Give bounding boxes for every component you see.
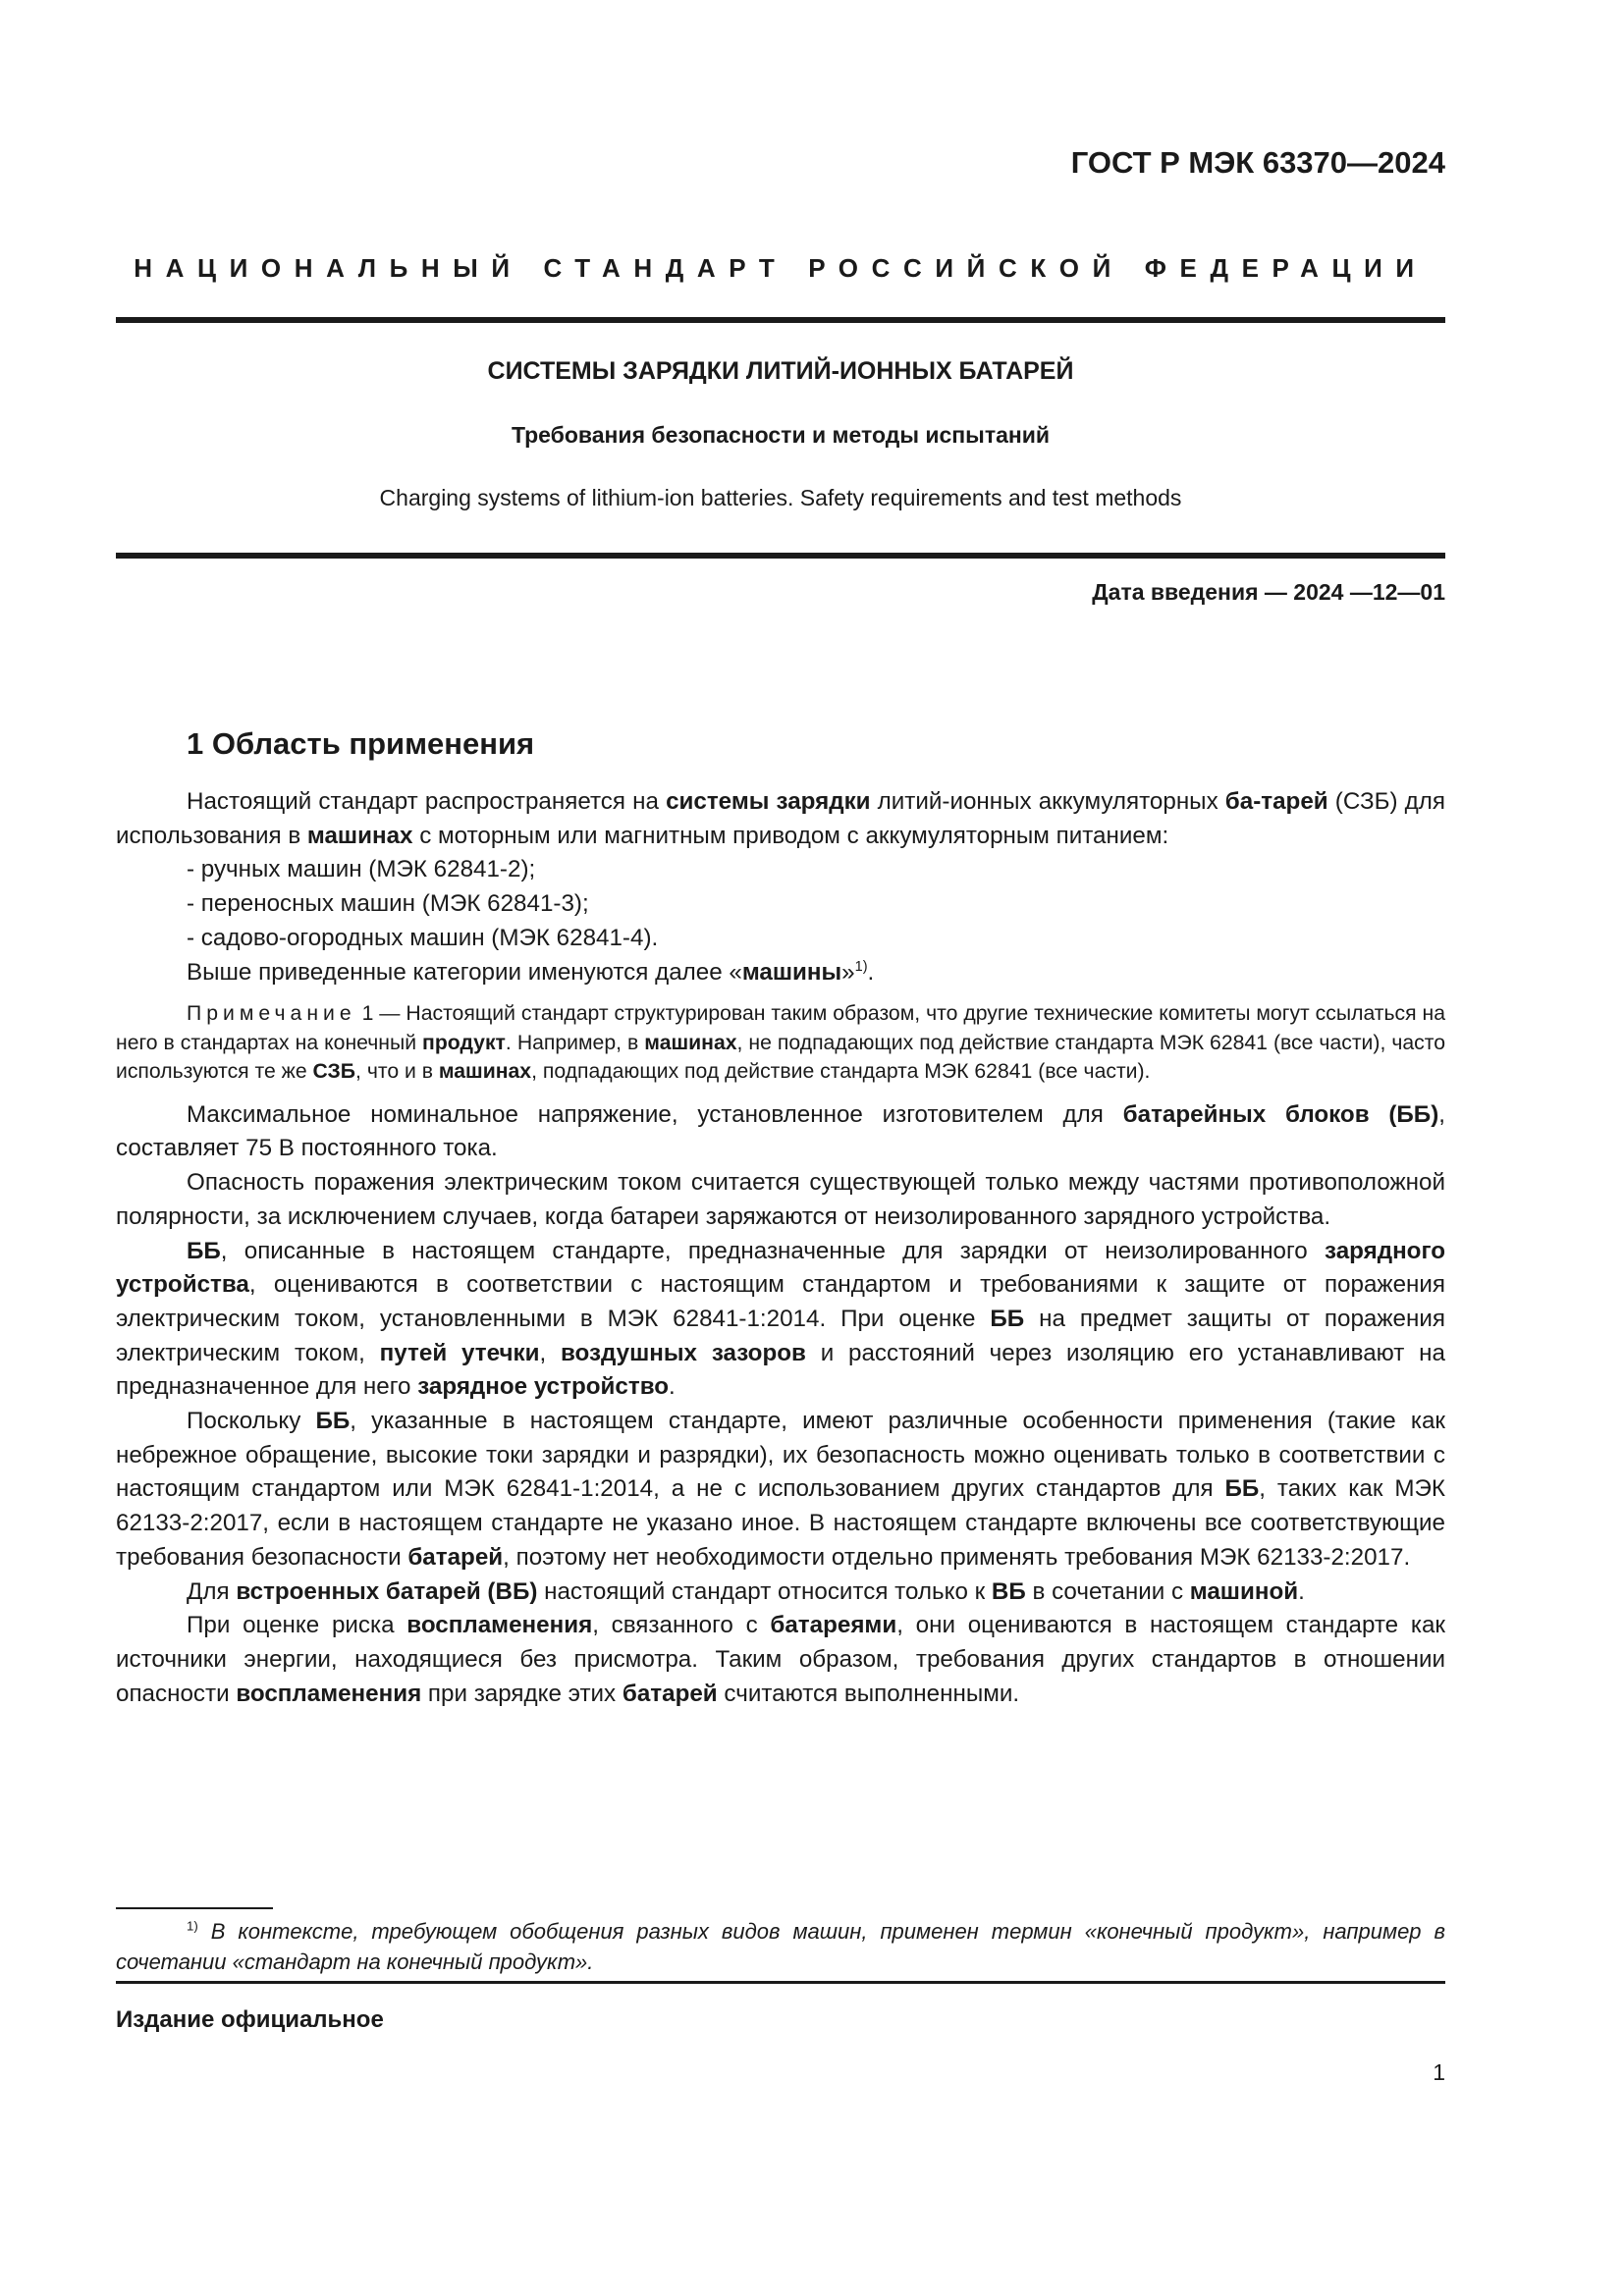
- footnote-number: 1): [187, 1918, 198, 1934]
- edition-label: Издание официальное: [116, 2006, 384, 2033]
- paragraph-ignition: При оценке риска воспламенения, связанного с батареями, они оцениваются в настоящем стандарте как источники энергии, находящиеся без присмотра. Таким образом, требования других стандартов в отношении опасности воспламенения при зарядке этих батарей считаются выполненными.: [116, 1612, 1445, 1707]
- list-item: - садово-огородных машин (МЭК 62841-4).: [187, 924, 659, 951]
- list-item: - переносных машин (МЭК 62841-3);: [187, 890, 589, 918]
- paragraph-battery-packs: ББ, описанные в настоящем стандарте, предназначенные для зарядки от неизолированного зарядного устройства, оцениваются в соответствии с настоящим стандартом и требованиями к защите от поражения электрическим током, установленными в МЭК 62841-1:2014. При оценке ББ на предмет защиты от поражения электрическим током, путей утечки, воздушных зазоров и расстояний через изоляцию его устанавливают на предназначенное для него зарядное устройство.: [116, 1237, 1445, 1401]
- paragraph-built-in: Для встроенных батарей (ВБ) настоящий стандарт относится только к ВБ в сочетании с машиной.: [187, 1577, 1305, 1605]
- english-title: Charging systems of lithium-ion batteries. Safety requirements and test methods: [379, 485, 1182, 510]
- note-paragraph: Примечание 1 — Настоящий стандарт структурирован таким образом, что другие технические комитеты могут ссылаться на него в стандартах на конечный продукт. Например, в машинах, не подпадающих под действие стандарта МЭК 62841 (все части), часто используются те же СЗБ, что и в машинах, подпадающих под действие стандарта МЭК 62841 (все части).: [116, 1002, 1446, 1084]
- section-heading: 1 Область применения: [187, 726, 535, 761]
- footnote-divider: [116, 1907, 273, 1909]
- document-subtitle: Требования безопасности и методы испытаний: [511, 422, 1051, 448]
- bottom-divider: [116, 1981, 1445, 1984]
- paragraph-voltage: Максимальное номинальное напряжение, установленное изготовителем для батарейных блоков (ББ), составляет 75 В постоянного тока.: [116, 1100, 1445, 1162]
- page-number: 1: [1433, 2059, 1445, 2085]
- paragraph-shock-hazard: Опасность поражения электрическим током считается существующей только между частями противоположной полярности, за исключением случаев, когда батареи заряжаются от неизолированного зарядного устройства.: [116, 1169, 1445, 1230]
- list-item: - ручных машин (МЭК 62841-2);: [187, 856, 536, 883]
- standard-code: ГОСТ Р МЭК 63370—2024: [1070, 145, 1445, 180]
- paragraph-categories: Выше приведенные категории именуются далее «машины»$^{1)}$.: [187, 958, 875, 986]
- paragraph-application: Поскольку ББ, указанные в настоящем стандарте, имеют различные особенности применения (такие как небрежное обращение, высокие токи зарядки и разрядки), их безопасность можно оценивать только в соответствии с настоящим стандартом или МЭК 62841-1:2014, а не с использованием других стандартов для ББ, таких как МЭК 62133-2:2017, если в настоящем стандарте не указано иное. В настоящем стандарте включены все соответствующие требования безопасности батарей, поэтому нет необходимости отдельно применять требования МЭК 62133-2:2017.: [116, 1408, 1445, 1571]
- title-divider: [116, 553, 1445, 559]
- main-text: [116, 785, 1445, 1711]
- paragraph-scope: Настоящий стандарт распространяется на системы зарядки литий-ионных аккумуляторных ба-тарей (СЗБ) для использования в машинах с моторным или магнитным приводом с аккумуляторным питанием:: [116, 788, 1446, 849]
- introduction-date: Дата введения — 2024 —12—01: [1092, 579, 1445, 605]
- top-divider: [116, 317, 1445, 323]
- note-label: Примечание: [187, 1002, 356, 1026]
- document-title: СИСТЕМЫ ЗАРЯДКИ ЛИТИЙ-ИОННЫХ БАТАРЕЙ: [487, 357, 1074, 385]
- footnote-ref: 1): [854, 958, 868, 975]
- footnote: $^{1)}$ В контексте, требующем обобщения разных видов машин, применен термин «конечный продукт», например в сочетании «стандарт на конечный продукт».: [116, 1918, 1445, 1974]
- national-standard-heading: НАЦИОНАЛЬНЫЙ СТАНДАРТ РОССИЙСКОЙ ФЕДЕРАЦИИ: [134, 253, 1428, 283]
